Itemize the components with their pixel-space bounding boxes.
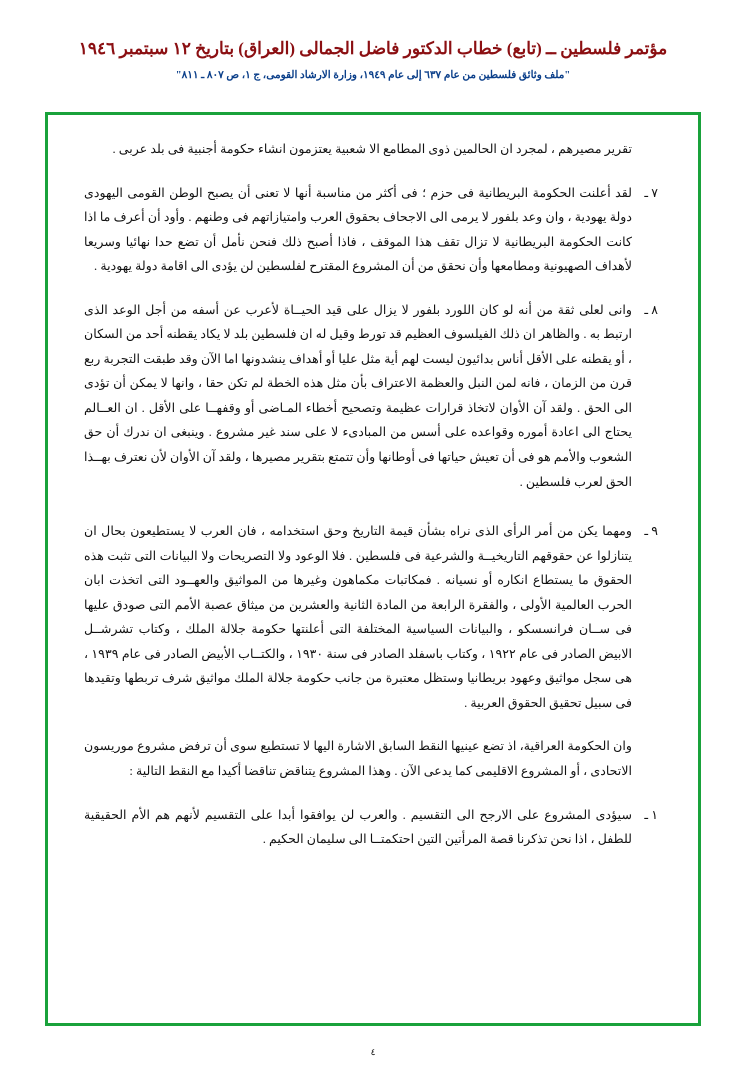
paragraph-marker: ٨ ـ <box>644 302 658 317</box>
paragraph-item-9 <box>84 519 658 715</box>
paragraph-text: ومهما يكن من أمر الرأى الذى نراه بشأن قيمة التاريخ وحق استخدامه ، فان العرب لا يستطيعون بحال ان يتنازلوا عن حقوقهم التاريخيــة والشرعية فى فلسطين . فلا الوعود ولا التصريحات ولا البيانات التى تثبت هذه الحقوق ما يستطاع انكاره أو نسيانه . فمكاتبات مكماهون وغيرها من المواثيق والعهــود التى اتخذت ابان الحرب العالمية الأولى ، والفقرة الرابعة من المادة الثانية والعشرين من ميثاق عصبة الأمم التى صودق عليها فى ســان فرانسسكو ، والبيانات السياسية المختلفة التى أعلنتها حكومة جلالة الملك ، وكتاب تشرشــل الابيض الصادر فى عام ١٩٢٢ ، وكتاب باسفلد الصادر فى سنة ١٩٣٠ ، والكتــاب الأبيض الصادر فى عام ١٩٣٩ ، هى سجل مواثيق وعهود بريطانيا وستظل معتبرة من جانب حكومة جلالة الملك مواثيق شرف تربطها وتقيدها فى سبيل تحقيق الحقوق العربية . <box>84 524 633 710</box>
paragraph-continuation <box>84 137 658 162</box>
document-title: مؤتمر فلسطين ــ (تابع) خطاب الدكتور فاضل الجمالى (العراق) بتاريخ ١٢ سبتمبر ١٩٤٦ <box>78 39 668 58</box>
paragraph-item-8 <box>84 298 658 494</box>
page-header <box>0 0 746 81</box>
paragraph-text: لقد أعلنت الحكومة البريطانية فى حزم ؛ فى أكثر من مناسبة أنها لا تعنى أن يصبح الوطن القومى اليهودى دولة يهودية ، وان وعد بلفور لا يرمى الى الاجحاف بحقوق العرب وامتيازاتهم فى وطنهم . وأود أن أعرف ما اذا كانت الحكومة البريطانية لا تزال تقف هذا الموقف ، فاذا أصبح ذلك فنحن نأمل أن تضع حدا نهائيا وسريعا لأهداف الصهيونية ومطامعها وأن نحقق من أن المشروع المقترح لفلسطين لن يؤدى الى اقامة دولة يهودية . <box>84 185 632 274</box>
paragraph-text: وانى لعلى ثقة من أنه لو كان اللورد بلفور لا يزال على قيد الحيــاة لأعرب عن أسفه من أجل الوعد الذى ارتبط به . والظاهر ان ذلك الفيلسوف العظيم قد تورط وقيل له ان فلسطين بلد لا يكاد يقطنه أحد من السكان ، أو يقطنه على الأقل أناس بدائيون ليست لهم أية مثل عليا أو أهداف ينشدونها اما الآن وقد طبقت التجربة ربع قرن من الزمان ، فانه لمن النبل والعظمة الاعتراف بأن مثل هذه الخطة لم تكن حقا ، وانها لا يمكن أن تؤدى الى الحق . ولقد آن الأوان لاتخاذ قرارات عظيمة وتصحيح أخطاء المـاضى أو وقفهــا على الأقل . ان العــالم يحتاج الى اعادة أموره وقواعده على أسس من المبادىء لا على سند غير مشروع . وينبغى ان ندرك أن حق الشعوب والأمم هو فى أن تعيش حياتها فى أوطانها وأن تتمتع بتقرير مصيرها ، ولقد آن الأوان لأن نعترف بهــذا الحق لعرب فلسطين . <box>84 302 632 489</box>
paragraph-iraqi-government <box>84 734 658 783</box>
document-body <box>48 115 698 1023</box>
paragraph-item-1 <box>84 803 658 852</box>
paragraph-text: سيؤدى المشروع على الارجح الى التقسيم . والعرب لن يوافقوا أبدا على التقسيم لأنهم هم الأم الحقيقية للطفل ، اذا نحن تذكرنا قصة المرأتين التين احتكمتــا الى سليمان الحكيم . <box>84 807 632 847</box>
content-border-frame <box>45 112 701 1026</box>
paragraph-marker: ١ ـ <box>644 807 658 822</box>
paragraph-marker: ٧ ـ <box>644 185 658 200</box>
paragraph-text: تقرير مصيرهم ، لمجرد ان الحالمين ذوى المطامع الا شعبية يعتزمون انشاء حكومة أجنبية فى بلد عربى . <box>112 142 632 156</box>
paragraph-item-7 <box>84 181 658 279</box>
paragraph-text: وان الحكومة العراقية، اذ تضع عينيها النقط السابق الاشارة اليها لا تستطيع سوى أن ترفض مشروع موريسون الاتحادى ، أو المشروع الاقليمى كما يدعى الآن . وهذا المشروع يتناقض تناقضا أكيدا مع النقط التالية : <box>84 739 632 779</box>
page-number: ٤ <box>370 1047 376 1057</box>
paragraph-marker: ٩ ـ <box>644 524 658 539</box>
document-source-note: "ملف وثائق فلسطين من عام ٦٣٧ إلى عام ١٩٤٩، وزارة الارشاد القومى، ج ١، ص ٨٠٧ ـ ٨١١" <box>175 69 571 81</box>
